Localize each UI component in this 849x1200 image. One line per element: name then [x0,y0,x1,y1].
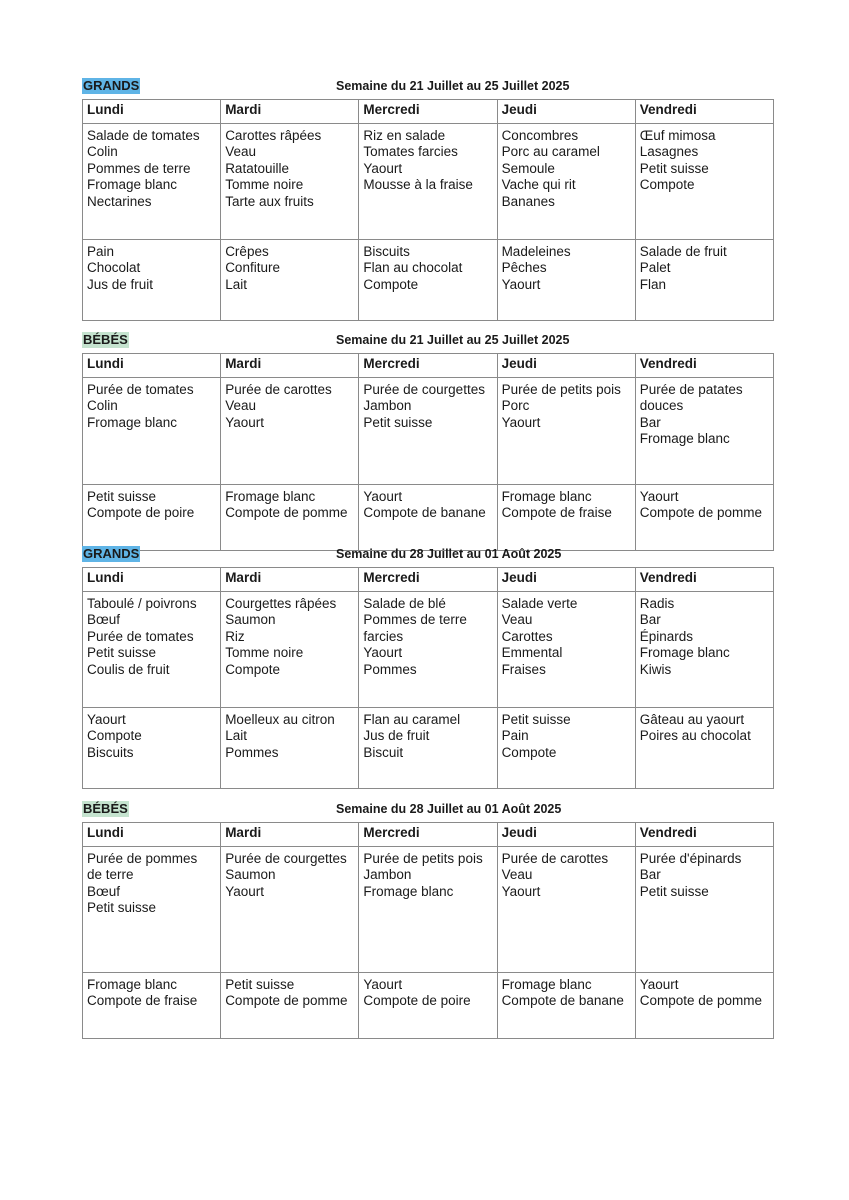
section-header [82,546,774,566]
menu-item: Bœuf [87,883,121,899]
menu-item: Mousse à la fraise [363,177,473,192]
menu-item: Tomates farcies [363,144,458,159]
menu-item: Purée de courgettes [363,381,485,397]
menu-item: Compote de poire [87,505,195,520]
menu-item: Purée d'épinards [639,850,742,866]
snack-cell [83,972,221,1038]
menu-item: Yaourt [501,414,541,430]
menu-item: Poires au chocolat [639,728,751,743]
week-title: Semaine du 21 Juillet au 25 Juillet 2025 [336,333,570,347]
day-header: Jeudi [497,823,635,847]
menu-item: Yaourt [363,160,403,176]
menu-item: Pêches [501,260,547,275]
menu-item: Flan au chocolat [363,260,463,275]
menu-item: Riz [225,628,245,644]
menu-item: Fromage blanc [501,488,592,504]
week-title: Semaine du 28 Juillet au 01 Août 2025 [336,547,562,561]
group-label: GRANDS [83,546,140,561]
menu-item: Moelleux au citron [225,711,335,727]
menu-item: Compote [501,744,557,760]
menu-item: Yaourt [87,711,126,727]
day-header: Mardi [221,823,359,847]
meal-cell [83,846,221,972]
meal-row [83,591,774,707]
menu-item: Compote [87,728,142,743]
group-label: BÉBÉS [83,801,128,816]
menu-item: Bar [639,612,661,627]
menu-item: Petit suisse [639,883,709,899]
menu-item: Chocolat [87,260,141,275]
meal-cell [83,591,221,707]
meal-cell [635,123,773,239]
week-title: Semaine du 28 Juillet au 01 Août 2025 [336,802,562,816]
menu-item: de terre [87,867,134,882]
day-header: Vendredi [635,823,773,847]
days-header-row [83,354,774,378]
menu-item: Lait [225,276,247,292]
menu-item: Salade de blé [363,595,446,611]
menu-section-3 [82,546,774,789]
menu-item: Palet [639,260,671,275]
snack-cell [359,972,497,1038]
menu-item: Bananes [501,193,555,209]
menu-item: Yaourt [225,883,264,899]
menu-item: Fromage blanc [225,488,316,504]
menu-item: Pommes de terre [87,160,191,176]
menu-item: Fromage blanc [363,883,454,899]
snack-cell [497,707,635,788]
meal-cell [359,591,497,707]
menu-item: Veau [225,398,256,413]
meal-cell [359,846,497,972]
day-header: Mercredi [359,100,497,124]
menu-item: Salade de fruit [639,243,727,259]
menu-item: Pain [501,728,529,743]
menu-item: Petit suisse [87,488,157,504]
menu-item: Compote de pomme [225,993,348,1008]
menu-item: Compote de poire [363,993,471,1008]
menu-item: Jus de fruit [87,276,154,292]
menu-item: Bar [639,414,661,430]
section-header [82,332,774,352]
day-header: Mardi [221,100,359,124]
day-header: Lundi [83,823,221,847]
menu-item: Yaourt [501,883,541,899]
menu-item: Kiwis [639,661,672,677]
day-header: Vendredi [635,354,773,378]
snack-cell [359,239,497,320]
menu-item: Purée de carottes [501,850,609,866]
meal-cell [497,377,635,484]
menu-item: Yaourt [363,645,403,660]
snack-cell [221,484,359,550]
menu-item: Fromage blanc [639,431,730,446]
day-header: Jeudi [497,100,635,124]
menu-item: Vache qui rit [501,177,576,192]
menu-item: Yaourt [363,488,403,504]
snack-cell [83,484,221,550]
day-header: Vendredi [635,568,773,592]
menu-item: Épinards [639,628,694,644]
menu-item: Compote de banane [363,505,486,520]
menu-item: Riz en salade [363,127,446,143]
menu-item: Biscuits [363,243,410,259]
days-header-row [83,568,774,592]
menu-item: Saumon [225,612,276,627]
menu-item: Courgettes râpées [225,595,337,611]
menu-item: Bœuf [87,612,121,627]
snack-cell [221,239,359,320]
menu-item: Œuf mimosa [639,127,716,143]
snack-cell [83,707,221,788]
menu-item: Compote [639,177,695,192]
menu-section-2 [82,332,774,551]
menu-item: Carottes [501,628,553,644]
group-label: BÉBÉS [83,332,128,347]
meal-cell [497,591,635,707]
snack-cell [83,239,221,320]
menu-item: Biscuits [87,744,134,760]
menu-item: Lasagnes [639,144,699,159]
menu-item: Pommes [225,744,279,760]
menu-item: Yaourt [225,414,264,430]
day-header: Mercredi [359,568,497,592]
menu-item: Colin [87,398,118,413]
menu-item: Purée de tomates [87,628,194,644]
menu-item: Petit suisse [639,160,709,176]
day-header: Lundi [83,568,221,592]
day-header: Mercredi [359,354,497,378]
meal-cell [635,846,773,972]
group-label: GRANDS [83,78,140,93]
day-header: Lundi [83,354,221,378]
menu-item: Ratatouille [225,160,289,176]
week-title: Semaine du 21 Juillet au 25 Juillet 2025 [336,79,570,93]
days-header-row [83,100,774,124]
section-header [82,801,774,821]
menu-item: Crêpes [225,243,269,259]
day-header: Vendredi [635,100,773,124]
menu-item: farcies [363,628,404,644]
snack-cell [635,707,773,788]
menu-item: Carottes râpées [225,127,322,143]
menu-item: Veau [501,867,533,882]
menu-item: Compote de pomme [225,505,348,520]
menu-item: Purée de carottes [225,381,332,397]
day-header: Mardi [221,568,359,592]
menu-item: Purée de petits pois [501,381,621,397]
meal-row [83,846,774,972]
menu-item: Tarte aux fruits [225,193,314,209]
meal-cell [83,377,221,484]
meal-cell [221,591,359,707]
menu-item: Pommes [363,661,417,677]
meal-cell [497,846,635,972]
section-header [82,78,774,98]
menu-item: Biscuit [363,744,404,760]
days-header-row [83,823,774,847]
menu-item: Fromage blanc [87,976,178,992]
menu-item: Veau [501,612,533,627]
menu-item: Compote de fraise [501,505,612,520]
menu-section-4 [82,801,774,1039]
menu-item: Veau [225,144,256,159]
meal-cell [359,377,497,484]
snack-row [83,239,774,320]
menu-item: Gâteau au yaourt [639,711,745,727]
day-header: Mardi [221,354,359,378]
snack-cell [635,972,773,1038]
menu-item: Lait [225,728,247,743]
menu-item: Petit suisse [501,711,571,727]
snack-cell [635,484,773,550]
menu-item: Porc au caramel [501,144,600,159]
meal-cell [221,846,359,972]
menu-item: Tomme noire [225,177,304,192]
menu-item: Yaourt [639,488,679,504]
menu-item: Jambon [363,867,412,882]
meal-cell [221,123,359,239]
menu-item: Taboulé / poivrons [87,595,197,611]
menu-item: Compote [363,276,419,292]
menu-table [82,567,774,789]
menu-item: Tomme noire [225,645,304,660]
menu-item: Petit suisse [87,900,157,915]
menu-item: Jambon [363,398,412,413]
snack-row [83,484,774,550]
menu-item: Coulis de fruit [87,661,170,677]
day-header: Jeudi [497,354,635,378]
menu-item: douces [639,398,684,413]
menu-item: Madeleines [501,243,571,259]
meal-cell [359,123,497,239]
snack-cell [359,484,497,550]
meal-cell [635,377,773,484]
menu-item: Nectarines [87,193,152,209]
snack-row [83,972,774,1038]
menu-item: Purée de courgettes [225,850,347,866]
menu-table [82,353,774,551]
snack-cell [635,239,773,320]
menu-item: Fraises [501,661,546,677]
meal-cell [221,377,359,484]
menu-item: Radis [639,595,675,611]
menu-item: Purée de patates [639,381,743,397]
day-header: Jeudi [497,568,635,592]
menu-item: Compote de banane [501,993,624,1008]
snack-cell [497,239,635,320]
menu-item: Petit suisse [225,976,295,992]
menu-item: Compote de pomme [639,993,763,1008]
meal-cell [83,123,221,239]
menu-item: Saumon [225,867,276,882]
menu-item: Semoule [501,160,555,176]
snack-cell [497,972,635,1038]
menu-item: Fromage blanc [501,976,592,992]
menu-item: Purée de pommes [87,850,198,866]
day-header: Mercredi [359,823,497,847]
menu-item: Pain [87,243,115,259]
menu-item: Concombres [501,127,579,143]
menu-item: Jus de fruit [363,728,430,743]
menu-item: Bar [639,867,661,882]
day-header: Lundi [83,100,221,124]
menu-item: Yaourt [363,976,403,992]
menu-item: Fromage blanc [87,177,178,192]
menu-item: Yaourt [639,976,679,992]
menu-item: Emmental [501,645,563,660]
menu-item: Purée de tomates [87,381,194,397]
meal-row [83,123,774,239]
menu-item: Petit suisse [363,414,433,430]
menu-item: Salade verte [501,595,578,611]
menu-item: Fromage blanc [87,414,178,430]
menu-item: Compote [225,661,280,677]
snack-cell [221,972,359,1038]
menu-item: Yaourt [501,276,541,292]
meal-cell [497,123,635,239]
meal-cell [635,591,773,707]
menu-item: Colin [87,144,118,159]
menu-table [82,822,774,1039]
menu-table [82,99,774,321]
menu-item: Compote de fraise [87,993,198,1008]
menu-item: Purée de petits pois [363,850,483,866]
snack-cell [497,484,635,550]
menu-item: Salade de tomates [87,127,200,143]
menu-item: Petit suisse [87,645,157,660]
menu-item: Compote de pomme [639,505,763,520]
snack-cell [359,707,497,788]
menu-item: Flan au caramel [363,711,461,727]
menu-item: Pommes de terre [363,612,467,627]
menu-item: Confiture [225,260,280,275]
meal-row [83,377,774,484]
menu-item: Flan [639,276,667,292]
menu-item: Fromage blanc [639,645,730,660]
snack-row [83,707,774,788]
menu-section-1 [82,78,774,321]
menu-item: Porc [501,398,530,413]
snack-cell [221,707,359,788]
